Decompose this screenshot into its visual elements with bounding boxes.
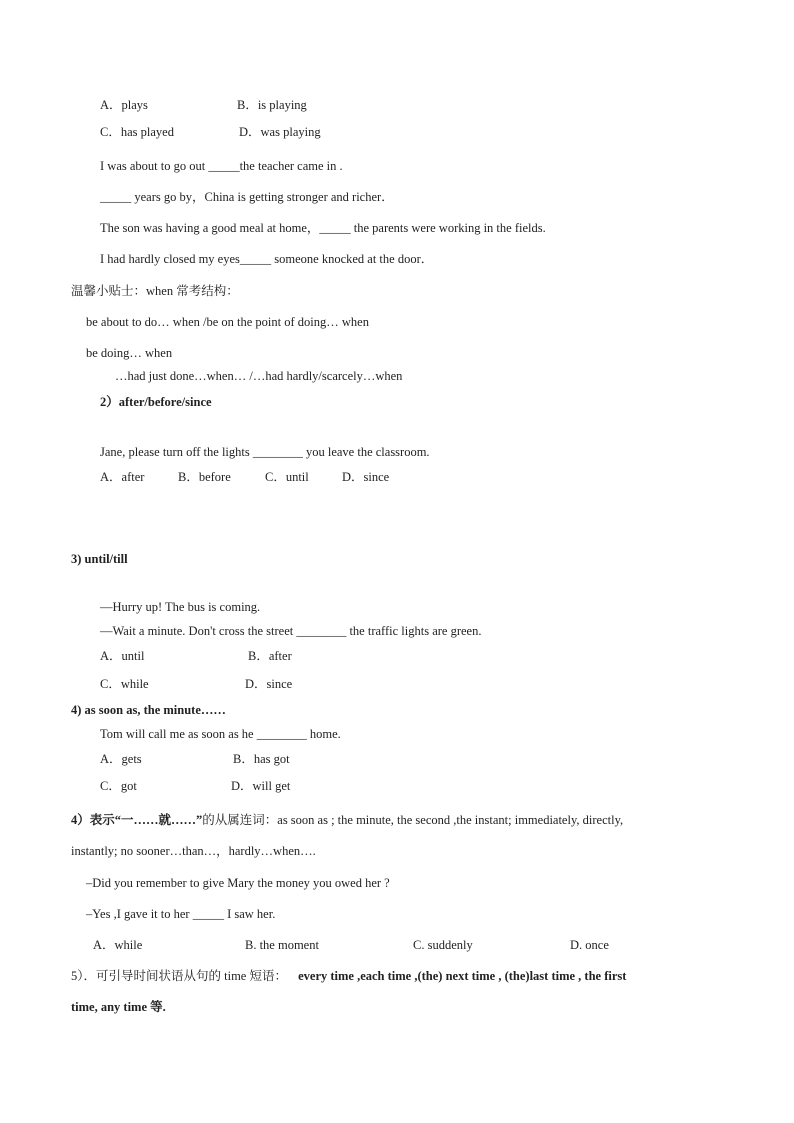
sentence-4: I had hardly closed my eyes_____ someone knocked at the door． [100,252,434,266]
dialog-line-1: —Hurry up! The bus is coming. [100,600,261,614]
section-4b-title-bold: 4）表示“一……就……” [71,813,203,827]
dialog-line-2: –Yes ,I gave it to her _____ I saw her. [86,907,276,921]
tips-line-3: …had just done…when… /…had hardly/scarcely…when [115,369,403,383]
section-2-title: 2）after/before/since [100,395,212,409]
section-3-title: 3) until/till [71,552,128,566]
section-4-question: Tom will call me as soon as he ________ home. [100,727,341,741]
option-c: C. suddenly [413,938,473,952]
section-2-question: Jane, please turn off the lights ________ you leave the classroom. [100,445,430,459]
option-a: A．until [100,649,145,663]
section-4b-title-cont: instantly; no sooner…than…，hardly…when…. [71,844,316,858]
sentence-3: The son was having a good meal at home，_____ the parents were working in the fields. [100,221,546,235]
option-a: A．plays [100,98,148,112]
option-a: A．while [93,938,143,952]
sentence-2: _____ years go by，China is getting stronger and richer． [100,190,394,204]
option-d: D．will get [231,779,291,793]
section-4b-title [71,812,623,828]
option-c: C．until [265,470,309,484]
option-d: D．since [342,470,390,484]
option-d: D．since [245,677,293,691]
tips-title: 温馨小贴士：when 常考结构： [71,284,239,298]
section-4-title: 4) as soon as, the minute…… [71,703,226,717]
option-b: B．is playing [237,98,307,112]
option-b: B. the moment [245,938,319,952]
option-c: C．has played [100,125,174,139]
section-5-lead: 5）．可引导时间状语从句的 time 短语： [71,969,287,983]
option-d: D．was playing [239,125,321,139]
option-a: A．gets [100,752,142,766]
section-5-bold-1: every time ,each time ,(the) next time , (the)last time , the first [298,969,627,983]
option-c: C．got [100,779,137,793]
option-d: D. once [570,938,609,952]
option-c: C．while [100,677,149,691]
option-b: B．after [248,649,292,663]
section-4b-title-rest: 的从属连词：as soon as ; the minute, the second ,the instant; immediately, directly, [202,813,624,827]
dialog-line-2: —Wait a minute. Don't cross the street ________ the traffic lights are green. [100,624,482,638]
section-5-line-1 [71,968,626,984]
option-b: B．before [178,470,231,484]
option-b: B．has got [233,752,290,766]
tips-line-2: be doing… when [86,346,173,360]
option-a: A．after [100,470,145,484]
section-5-bold-2: time, any time 等. [71,1000,166,1014]
sentence-1: I was about to go out _____the teacher came in . [100,159,343,173]
dialog-line-1: –Did you remember to give Mary the money you owed her ? [86,876,390,890]
tips-line-1: be about to do… when /be on the point of doing… when [86,315,369,329]
